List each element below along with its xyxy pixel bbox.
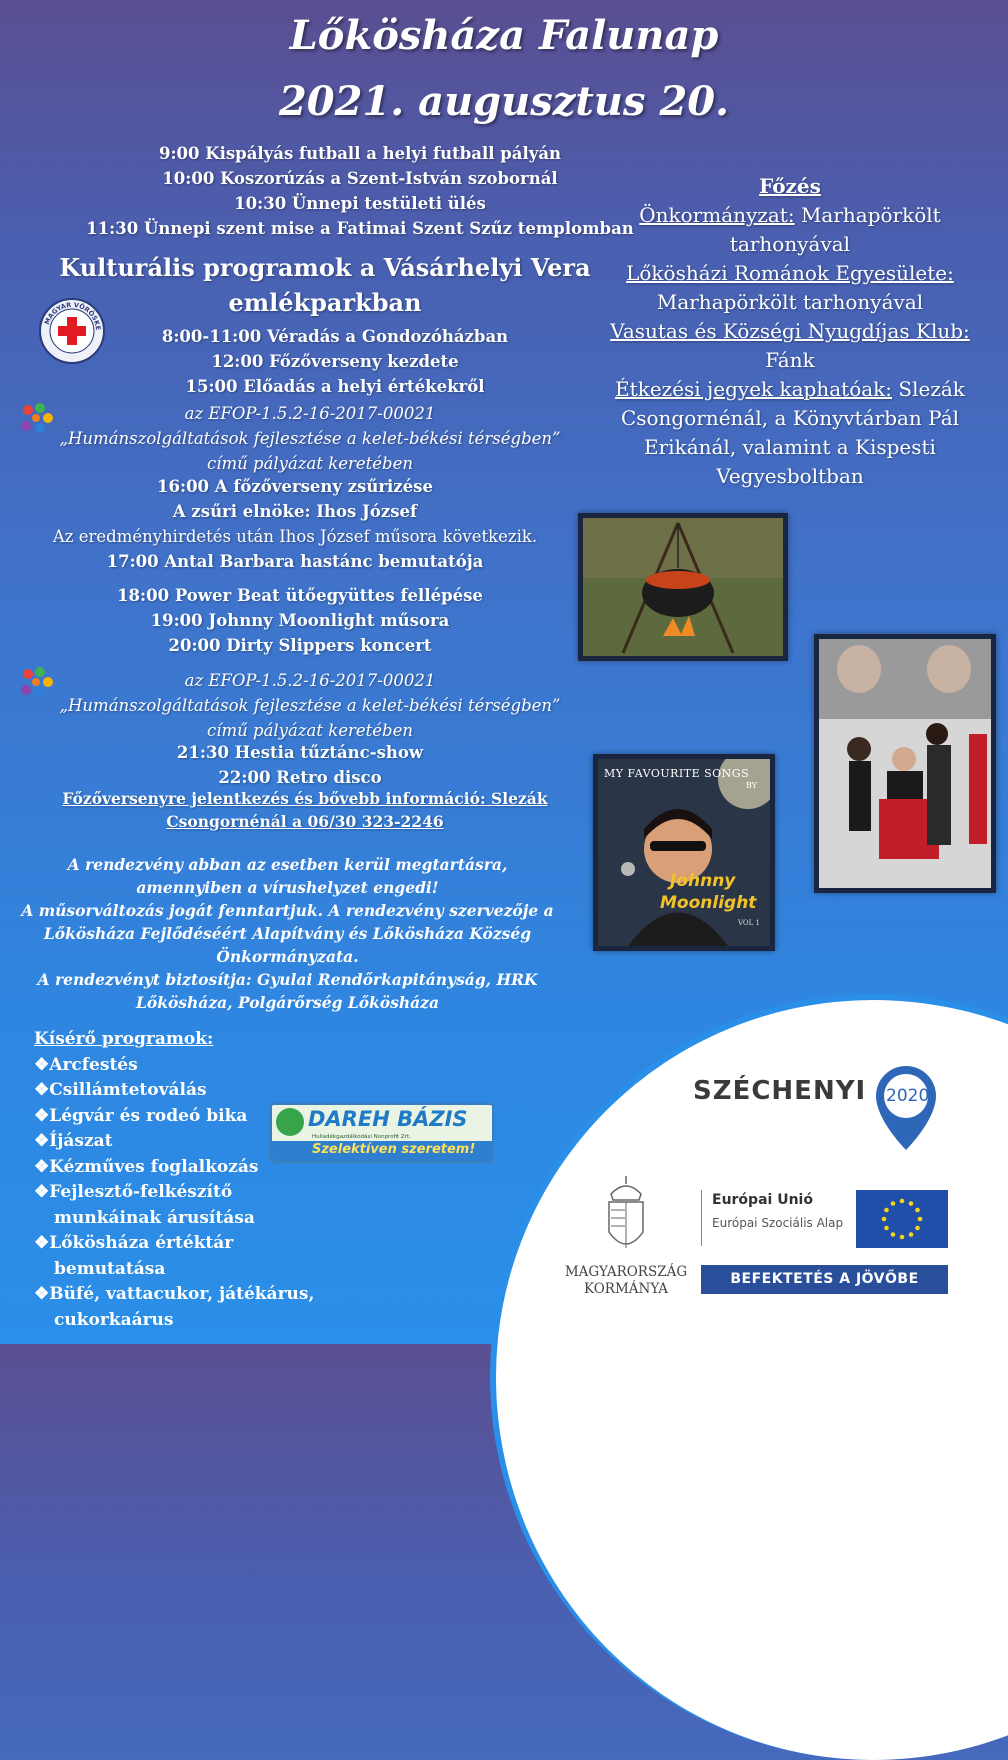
list-item: ❖Lőkösháza értéktár bemutatása — [34, 1233, 234, 1279]
disclaimer-notes: A rendezvény abban az esetben kerül megtartásra, amennyiben a vírushelyzet engedi! A műsorváltozás jogát fenntartjuk. A rendezvény szervezője a Lőkösháza Fejlődéséért Alapítvány és Lőkösháza Község Önkormányzata. A rendezvényt biztosítja: Gyulai Rendőrkapitányság, HRK Lőkösháza, Polgárőrség Lőkösháza — [21, 855, 554, 1012]
program-item: 20:00 Dirty Slippers koncert — [168, 636, 432, 655]
contact-info: Főzőversenyre jelentkezés és bővebb információ: Slezák Csongornénál a 06/30 323-2246 — [62, 789, 548, 831]
cultural-heading: Kulturális programok a Vásárhelyi Vera emlékparkban — [59, 253, 591, 317]
invest-banner: BEFEKTETÉS A JÖVŐBE — [701, 1265, 948, 1294]
szechenyi-word: SZÉCHENYI — [693, 1076, 867, 1106]
event-date: 2021. augusztus 20. — [278, 78, 730, 125]
schedule-item: 9:00 Kispályás futball a helyi futball pályán — [158, 144, 562, 163]
program-block-c — [40, 583, 560, 658]
program-item: 22:00 Retro disco — [218, 768, 382, 787]
program-item: 12:00 Főzőverseny kezdete — [211, 352, 459, 371]
band-photo — [814, 634, 996, 893]
program-item: 15:00 Előadás a helyi értékekről — [185, 377, 485, 396]
svg-text:MAGYAR VÖRÖSKERESZT: MAGYAR VÖRÖSKE — [42, 300, 103, 331]
esf-label: Európai Szociális Alap — [712, 1216, 844, 1230]
recycle-icon — [276, 1108, 304, 1136]
list-item: ❖Légvár és rodeó bika — [34, 1105, 248, 1126]
szechenyi-pin-icon: 2020 — [872, 1064, 940, 1154]
schedule-item: 11:30 Ünnepi szent mise a Fatimai Szent Szűz templomban — [86, 219, 634, 238]
dareh-logo: DAREH BÁZIS Hulladékgazdálkodási Nonprofit Zrt. Szelektíven szeretem! — [270, 1103, 494, 1163]
program-item: 21:30 Hestia tűztánc-show — [176, 743, 424, 762]
coat-of-arms-icon — [603, 1176, 649, 1258]
list-item: ❖Arcfestés — [34, 1054, 138, 1075]
side-programs-heading: Kísérő programok: — [34, 1029, 214, 1049]
program-item: 16:00 A főzőverseny zsűrizése — [157, 477, 433, 496]
page-title: Lőkösháza Falunap — [289, 12, 719, 59]
album-cover: MY FAVOURITE SONGS BY Johnny Moonlight VOL 1 — [593, 754, 775, 951]
program-item: 18:00 Power Beat ütőegyüttes fellépése — [117, 586, 483, 605]
schedule-item: 10:00 Koszorúzás a Szent-István szobornál — [162, 169, 558, 188]
morning-schedule — [60, 141, 660, 241]
efop-note-2: az EFOP-1.5.2-16-2017-00021 „Humánszolgáltatások fejlesztése a kelet-békési térségben” című pályázat keretében — [59, 671, 561, 740]
program-item: A zsűri elnöke: Ihos József — [172, 502, 418, 521]
list-item: ❖Fejlesztő-felkészítő munkáinak árusítása — [34, 1182, 255, 1228]
list-item: ❖Büfé, vattacukor, játékárus, cukorkaárus — [34, 1284, 315, 1330]
program-item: 8:00-11:00 Véradás a Gondozóházban — [161, 327, 509, 346]
program-item: 19:00 Johnny Moonlight műsora — [150, 611, 450, 630]
list-item: ❖Kézműves foglalkozás — [34, 1156, 259, 1177]
efop-note-1: az EFOP-1.5.2-16-2017-00021 „Humánszolgáltatások fejlesztése a kelet-békési térségben” című pályázat keretében — [59, 404, 561, 473]
eu-label: Európai Unió — [712, 1192, 813, 1208]
program-block-a — [60, 324, 610, 399]
cooking-title: Főzés — [759, 174, 821, 198]
program-item: 17:00 Antal Barbara hastánc bemutatója — [106, 552, 484, 571]
eu-flag-icon — [856, 1190, 948, 1248]
program-block-d — [40, 740, 560, 790]
government-label: MAGYARORSZÁG KORMÁNYA — [564, 1264, 688, 1297]
program-block-b — [15, 474, 575, 574]
program-item: Az eredményhirdetés után Ihos József műsora következik. — [52, 527, 538, 546]
list-item: ❖Csillámtetoválás — [34, 1080, 207, 1100]
schedule-item: 10:30 Ünnepi testületi ülés — [234, 194, 486, 213]
cauldron-photo — [578, 513, 788, 661]
cooking-section: Főzés Önkormányzat: Marhapörkölt tarhonyával Lőkösházi Románok Egyesülete: Marhapörkölt tarhonyával Vasutas és Községi Nyugdíjas Klub: Fánk Étkezési jegyek kaphatóak: Slezák Csongornénál, a Könyvtárban Pál Erikánál, valamint a Kispesti Vegyesboltban — [600, 172, 980, 491]
list-item: ❖Íjászat — [34, 1131, 113, 1151]
side-programs — [34, 1027, 334, 1333]
